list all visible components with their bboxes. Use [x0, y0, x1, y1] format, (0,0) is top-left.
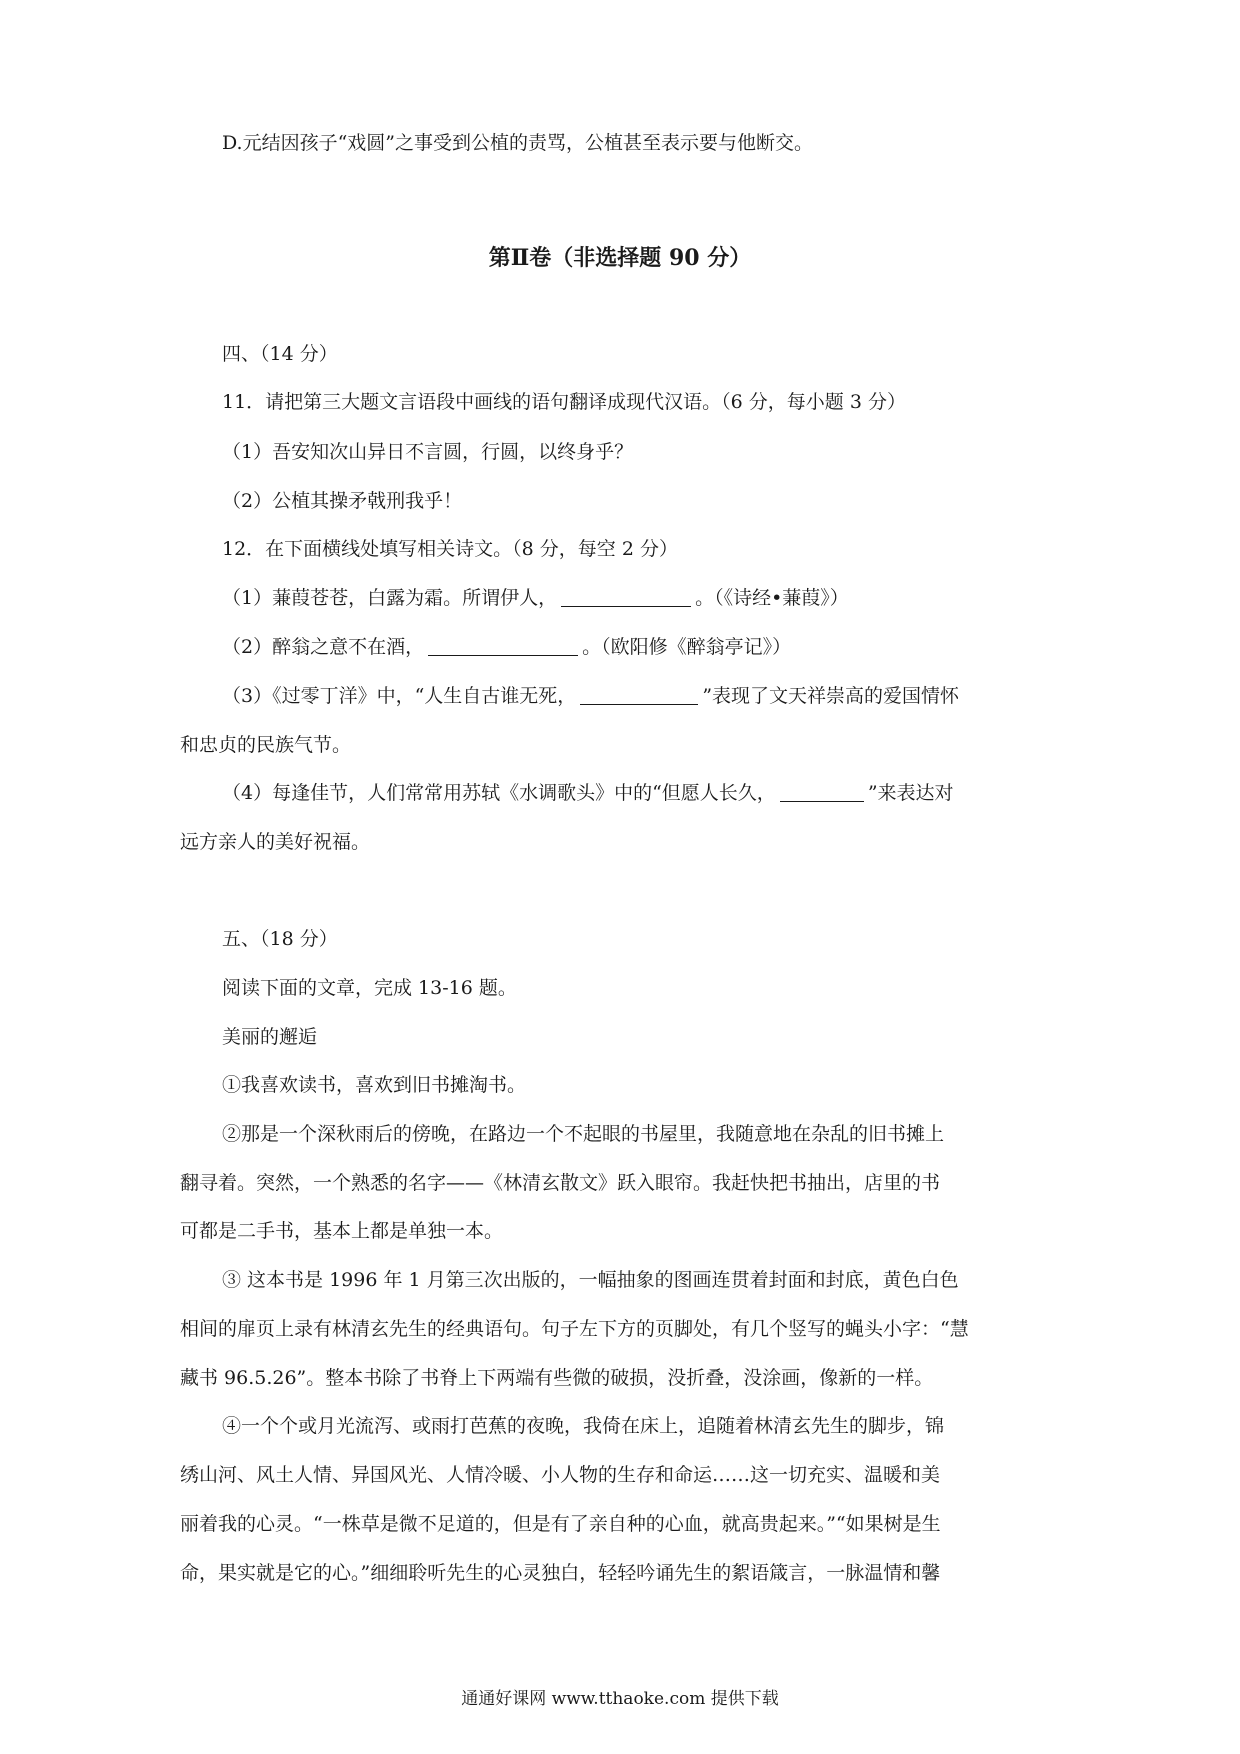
answer-blank[interactable] [428, 637, 578, 656]
option-d: D.元结因孩子“戏圆”之事受到公植的责骂，公植甚至表示要与他断交。 [222, 132, 814, 154]
question-12-2 [222, 635, 791, 659]
paragraph-3-line-1: ③ 这本书是 1996 年 1 月第三次出版的，一幅抽象的图画连贯着封面和封底，黄色白色 [222, 1269, 959, 1291]
paragraph-2-line-1: ②那是一个深秋雨后的傍晚，在路边一个不起眼的书屋里，我随意地在杂乱的旧书摊上 [222, 1123, 945, 1145]
q12-2-text-a: （2）醉翁之意不在酒， [222, 636, 425, 658]
paragraph-4-line-3: 丽着我的心灵。“一株草是微不足道的，但是有了亲自种的心血，就高贵起来。”“如果树是生 [180, 1513, 941, 1535]
q12-1-text-b: 。（《诗经•蒹葭》） [695, 587, 849, 609]
paragraph-1: ①我喜欢读书，喜欢到旧书摊淘书。 [222, 1074, 527, 1096]
question-12: 12．在下面横线处填写相关诗文。（8 分，每空 2 分） [222, 538, 678, 560]
page-footer: 通通好课网 www.tthaoke.com 提供下载 [461, 1689, 779, 1709]
paragraph-2-line-2: 翻寻着。突然，一个熟悉的名字——《林清玄散文》跃入眼帘。我赶快把书抽出，店里的书 [180, 1172, 941, 1194]
question-11-1: （1）吾安知次山异日不言圆，行圆，以终身乎？ [222, 441, 634, 463]
question-11: 11．请把第三大题文言语段中画线的语句翻译成现代汉语。（6 分，每小题 3 分） [222, 391, 906, 413]
article-title: 美丽的邂逅 [222, 1026, 318, 1048]
paragraph-4-line-4: 命，果实就是它的心。”细细聆听先生的心灵独白，轻轻吟诵先生的絮语箴言，一脉温情和馨 [180, 1562, 941, 1584]
reading-instruction: 阅读下面的文章，完成 13-16 题。 [222, 977, 517, 999]
question-12-4-cont: 远方亲人的美好祝福。 [180, 831, 371, 853]
answer-blank[interactable] [780, 783, 864, 802]
paragraph-4-line-2: 绣山河、风土人情、异国风光、人情冷暖、小人物的生存和命运……这一切充实、温暖和美 [180, 1464, 941, 1486]
question-12-3 [222, 684, 959, 708]
question-12-1 [222, 586, 849, 610]
question-12-3-cont: 和忠贞的民族气节。 [180, 734, 352, 756]
section4-heading: 四、（14 分） [222, 343, 338, 365]
paragraph-3-line-3: 藏书 96.5.26”。整本书除了书脊上下两端有些微的破损，没折叠，没涂画，像新的一样。 [180, 1367, 934, 1389]
question-11-2: （2）公植其操矛戟刑我乎！ [222, 490, 463, 512]
paragraph-2-line-3: 可都是二手书，基本上都是单独一本。 [180, 1220, 504, 1242]
answer-blank[interactable] [561, 588, 691, 607]
paragraph-3-line-2: 相间的扉页上录有林清玄先生的经典语句。句子左下方的页脚处，有几个竖写的蝇头小字：“慧 [180, 1318, 969, 1340]
part2-title: 第Ⅱ卷（非选择题 90 分） [488, 245, 752, 271]
paragraph-4-line-1: ④一个个或月光流泻、或雨打芭蕉的夜晚，我倚在床上，追随着林清玄先生的脚步，锦 [222, 1415, 945, 1437]
section5-heading: 五、（18 分） [222, 928, 338, 950]
q12-1-text-a: （1）蒹葭苍苍，白露为霜。所谓伊人， [222, 587, 558, 609]
q12-4-text-a: （4）每逢佳节，人们常常用苏轼《水调歌头》中的“但愿人长久， [222, 782, 776, 804]
q12-3-text-b: ”表现了文天祥崇高的爱国情怀 [702, 685, 960, 707]
q12-3-text-a: （3）《过零丁洋》中，“人生自古谁无死， [222, 685, 577, 707]
answer-blank[interactable] [580, 686, 698, 705]
q12-2-text-b: 。（欧阳修《醉翁亭记》） [582, 636, 792, 658]
question-12-4 [222, 781, 954, 805]
q12-4-text-b: ”来表达对 [867, 782, 954, 804]
